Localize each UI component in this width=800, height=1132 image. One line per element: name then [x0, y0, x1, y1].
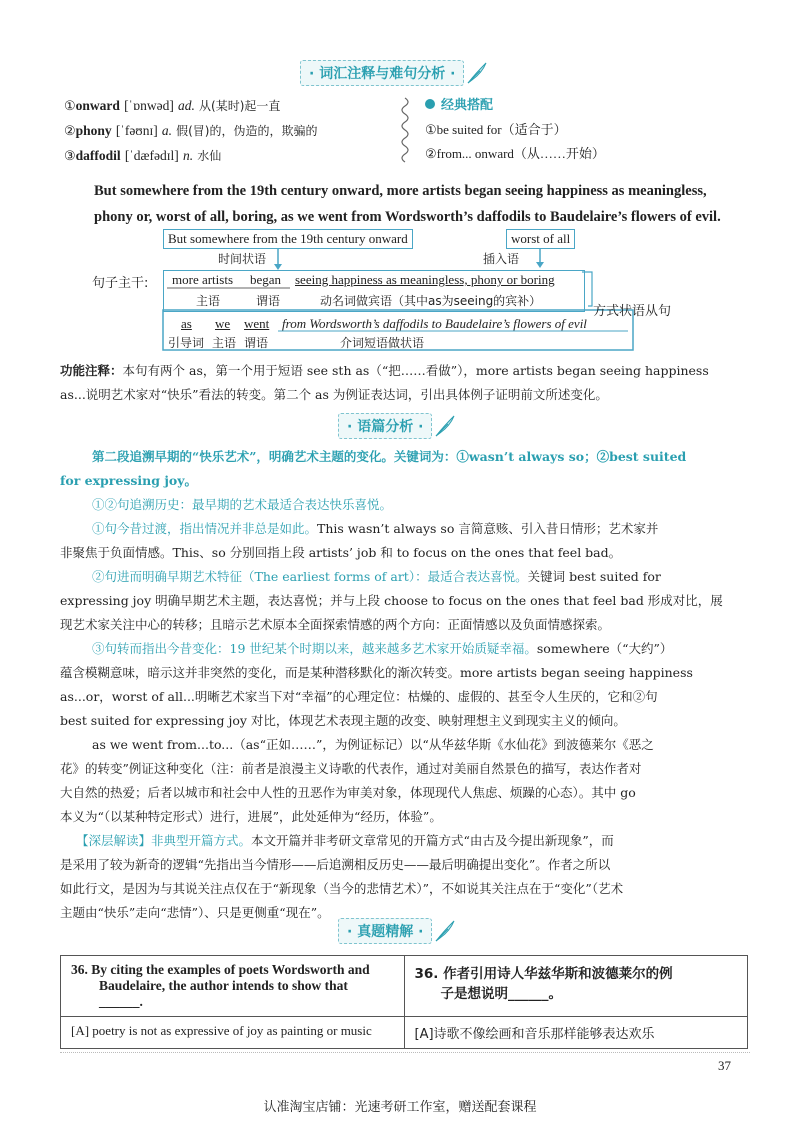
quill-icon [434, 919, 456, 943]
object-label: 动名词做宾语（其中as为seeing的宾补） [320, 294, 542, 308]
clause-went-label: 谓语 [244, 336, 269, 350]
function-note-head: 功能注释： [60, 363, 123, 378]
function-note: 功能注释：本句有两个 as，第一个用于短语 see sth as（“把……看做”），more artists began seeing happiness as...说明艺术家对“快乐”看法的转变。第二个 as 为例证表达词，引出具体例子证明前文所述变化。 [60, 363, 709, 402]
clause-prep-label: 介词短语做状语 [340, 336, 425, 350]
para-point: ①②句追溯历史：最早期的艺术最适合表达快乐喜悦。 [92, 497, 393, 512]
vocab-item: ②phony [ˈfəʊnɪ] a. 假(冒)的，伪造的，欺骗的 [64, 123, 318, 139]
footer-divider [60, 1052, 750, 1053]
clause-we-label: 主语 [212, 336, 237, 350]
object-phrase: seeing happiness as meaningless, phony or boring [295, 272, 555, 287]
subject-label: 主语 [196, 294, 221, 308]
section-banner-exam [338, 918, 456, 944]
collocation-title: 经典搭配 [441, 98, 494, 113]
page-number: 37 [718, 1058, 731, 1073]
parenthesis-box: worst of all [506, 229, 575, 249]
question-en: 36. By citing the examples of poets Wordsworth and Baudelaire, the author intends to show that ______. [61, 956, 405, 1017]
time-adverbial-label: 时间状语 [218, 252, 267, 266]
footer-note: 认准淘宝店铺：光速考研工作室，赠送配套课程 [263, 1100, 537, 1115]
vocab-item: ③daffodil [ˈdæfədɪl] n. 水仙 [64, 148, 222, 164]
clause-as-label: 引导词 [168, 336, 205, 350]
vocab-item: ①onward [ˈɒnwəd] ad. 从(某时)起一直 [64, 98, 281, 114]
collocation-item: ②from... onward（从……开始） [425, 146, 605, 161]
para-summary: 第二段追溯早期的“快乐艺术”，明确艺术主题的变化。关键词为：①wasn’t always so；②best suited [92, 449, 687, 464]
clause-label: 方式状语从句 [593, 304, 672, 319]
time-adverbial-box: But somewhere from the 19th century onward [163, 229, 413, 249]
section-banner-passage [338, 413, 456, 439]
question-table [60, 955, 748, 1049]
deep-reading-tag: 【深层解读】非典型开篇方式。 [76, 833, 252, 848]
verb-word: began [250, 272, 282, 287]
trunk-label: 句子主干: [92, 276, 149, 291]
quill-icon [434, 414, 456, 438]
key-sentence-line: phony or, worst of all, boring, as we went from Wordsworth’s daffodils to Baudelaire’s flowers of evil. [94, 209, 721, 225]
banner-label: · 真题精解 · [338, 918, 432, 944]
subject-word: more artists [172, 272, 234, 287]
question-cn: 36. 作者引用诗人华兹华斯和波德莱尔的例 子是想说明______。 [404, 956, 748, 1017]
banner-label: · 语篇分析 · [338, 413, 432, 439]
key-sentence-line: But somewhere from the 19th century onward, more artists began seeing happiness as meaningless, [94, 183, 707, 199]
collocation-item: ①be suited for（适合于） [425, 122, 567, 137]
banner-label: · 词汇注释与难句分析 · [300, 60, 464, 86]
option-a-en: [A] poetry is not as expressive of joy as painting or music [61, 1017, 405, 1049]
verb-label: 谓语 [256, 294, 281, 308]
parenthesis-label: 插入语 [483, 252, 520, 266]
clause-went: went [244, 316, 270, 331]
clause-as: as [181, 316, 192, 331]
clause-prep-phrase: from Wordsworth’s daffodils to Baudelaire’s flowers of evil [282, 316, 587, 331]
option-a-cn: [A]诗歌不像绘画和音乐那样能够表达欢乐 [404, 1017, 748, 1049]
clause-we: we [215, 316, 231, 331]
passage-analysis: 第二段追溯早期的“快乐艺术”，明确艺术主题的变化。关键词为：①wasn’t always so；②best suited for expressing joy。 ①②句追溯历史：最早期的艺术最适合表达快乐喜悦。 ①句今昔过渡，指出情况并非总是如此。This wasn’t always so 言简意赅、引入昔日情形；艺术家并 非聚焦于负面情感。This、so 分别回指上段 artists’ job 和 to focus on the ones that feel bad。 ②句进而明确早期艺术特征（The earliest forms of art）：最适合表达喜悦。关键词 best suited for expressing joy 明确早期艺术主题，表达喜悦；并与上段 choose to focus on the ones that feel bad 形成对比，展 现艺术家关注中心的转移；且暗示艺术原本全面探索情感的两个方向：正面情感以及负面情感探索。 ③句转而指出今昔变化：19 世纪某个时期以来，越来越多艺术家开始质疑幸福。somewhere（“大约”） 蕴含模糊意味，暗示这并非突然的变化，而是某种潜移默化的渐次转变。more artists began seeing happiness as...or，worst of all...明晰艺术家当下对“幸福”的心理定位：枯燥的、虚假的、甚至令人生厌的，它和②句 best suited for expressing joy 对比，体现艺术表现主题的改变、映射理想主义到现实主义的倾向。 as we went from...to...（as“正如……”，为例证标记）以“从华兹华斯《水仙花》到波德莱尔《恶之 花》的转变”例证这种变化（注：前者是浪漫主义诗歌的代表作，通过对美丽自然景色的描写，表达作者对 大自然的热爱；后者以城市和社会中人性的丑恶作为审美对象，体现现代人焦虑、烦躁的心态）。其中 go 本义为“（以某种特定形式）进行，进展”，此处延伸为“经历，体验”。 【深层解读】非典型开篇方式。本文开篇并非考研文章常见的开篇方式“由古及今提出新现象”，而 是采用了较为新奇的逻辑“先指出当今情形——后追溯相反历史——最后明确提出变化”。作者之所以 如此行文，是因为与其说关注点仅在于“新现象（当今的悲情艺术）”，不如说其关注点在于“变化”（艺术 主题由“快乐”走向“悲情”）、只是更侧重“现在”。 [60, 445, 750, 925]
